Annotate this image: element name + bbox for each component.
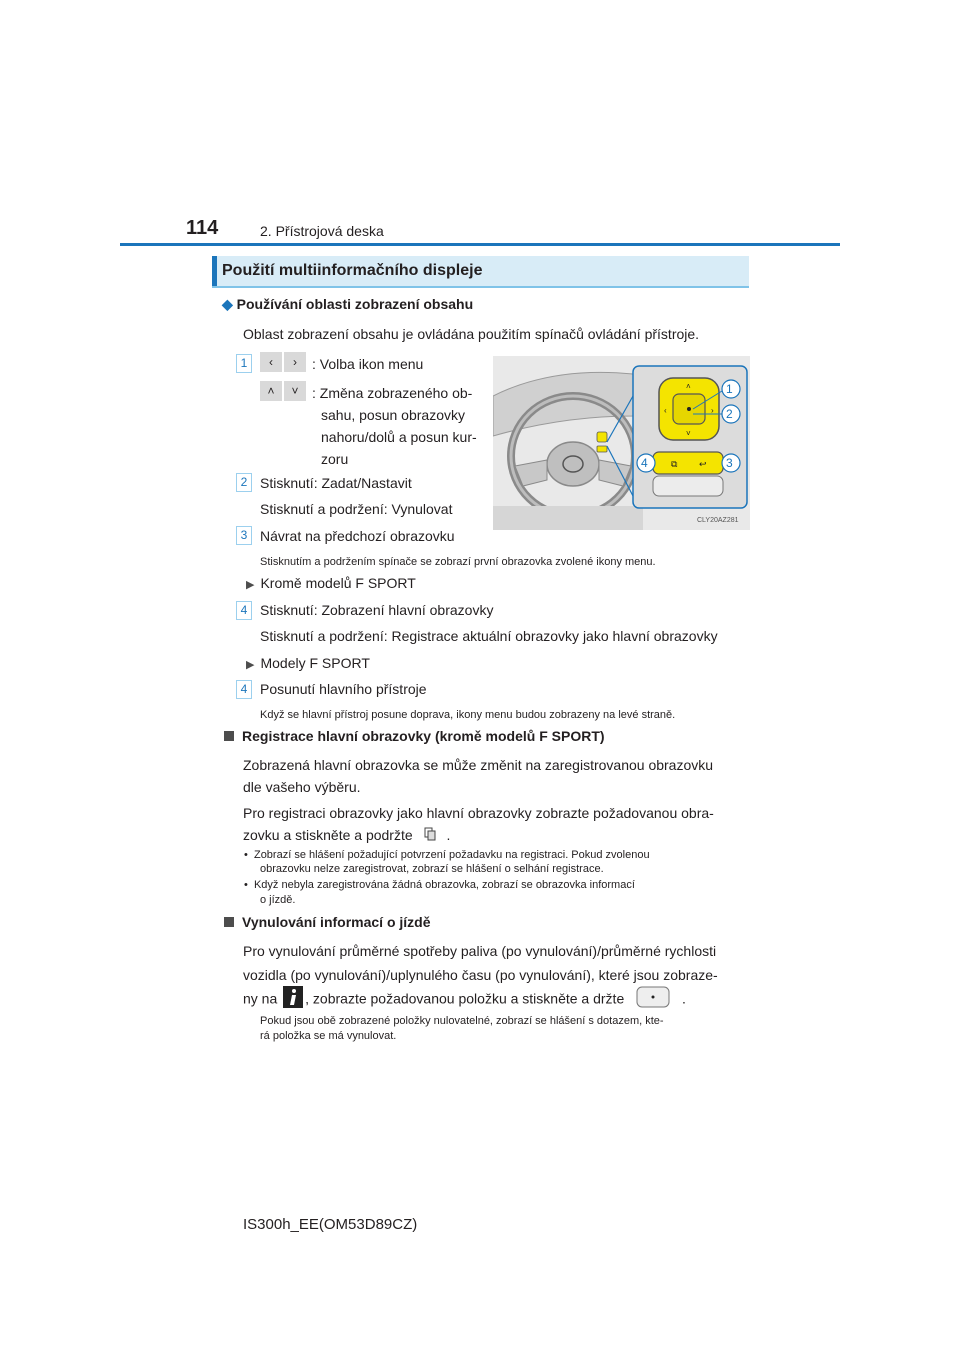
triangle-bullet-icon: ▶ (246, 659, 255, 671)
svg-text:›: › (711, 406, 714, 415)
callout-4: 4 (641, 456, 648, 470)
item3-text: Návrat na předchozí obrazovku (260, 528, 455, 544)
item4b-text: Posunutí hlavního přístroje (260, 681, 427, 697)
note-2: Když se hlavní přístroj posune doprava, ikony menu budou zobrazeny na levé straně. (260, 709, 676, 721)
item1-lr-text: : Volba ikon menu (312, 356, 424, 372)
triangle-bullet-icon: ▶ (246, 579, 255, 591)
svg-text:˅: ˅ (686, 429, 691, 438)
callout-3: 3 (726, 456, 733, 470)
steering-wheel-illustration (493, 356, 750, 530)
svg-text:↩: ↩ (699, 459, 707, 469)
registration-p1b: dle vašeho výběru. (243, 779, 361, 795)
square-bullet-icon (224, 731, 234, 741)
callout-2: 2 (726, 407, 733, 421)
item-number-3: 3 (236, 526, 252, 545)
page-number: 114 (186, 217, 219, 239)
square-bullet-icon (224, 917, 234, 927)
item2-text-a: Stisknutí: Zadat/Nastavit (260, 475, 412, 491)
section-title: Použití multiinformačního displeje (222, 262, 483, 279)
callout-1: 1 (726, 382, 733, 396)
registration-p2a: Pro registraci obrazovky jako hlavní obrazovky zobrazte požadovanou obra- (243, 805, 714, 821)
down-arrow-icon: ˅ (284, 381, 306, 401)
svg-text:⧉: ⧉ (671, 459, 678, 469)
item-number-2: 2 (236, 473, 252, 492)
steering-wheel-figure (493, 356, 750, 530)
registration-bullet-1a: • Zobrazí se hlášení požadující potvrzení požadavku na registraci. Pokud zvolenou (244, 849, 650, 861)
svg-text:˄: ˄ (686, 382, 691, 391)
registration-p1a: Zobrazená hlavní obrazovka se může změnit na zaregistrovanou obrazovku (243, 757, 714, 773)
info-icon (283, 986, 303, 1014)
registration-heading: Registrace hlavní obrazovky (kromě modelů F SPORT) (224, 728, 605, 744)
item1-ud-text-b: sahu, posun obrazovky (321, 407, 465, 423)
header-rule (120, 243, 840, 246)
figure-code: CLY20AZ281 (697, 517, 739, 524)
right-arrow-icon: › (284, 352, 306, 372)
footer-code: IS300h_EE(OM53D89CZ) (243, 1216, 418, 1233)
item-number-4a: 4 (236, 601, 252, 620)
reset-note-b: rá položka se má vynulovat. (260, 1030, 397, 1042)
reset-heading: Vynulování informací o jízdě (224, 914, 431, 930)
chapter-title: 2. Přístrojová deska (260, 223, 384, 239)
left-right-keys (260, 352, 308, 372)
note-1: Stisknutím a podržením spínače se zobrazí první obrazovka zvolené ikony menu. (260, 556, 656, 568)
item2-text-b: Stisknutí a podržení: Vynulovat (260, 501, 453, 517)
sub-heading-b: ▶ Modely F SPORT (246, 655, 370, 671)
content-area-heading: ◆ Používání oblasti zobrazení obsahu (222, 296, 474, 312)
diamond-bullet-icon: ◆ (222, 296, 233, 312)
reset-p1: Pro vynulování průměrné spotřeby paliva (po vynulování)/průměrné rychlosti (243, 943, 717, 959)
reset-note-a: Pokud jsou obě zobrazené položky nulovatelné, zobrazí se hlášení s dotazem, kte- (260, 1015, 664, 1027)
reset-p2: vozidla (po vynulování)/uplynulého času (po vynulování), které jsou zobraze- (243, 967, 718, 983)
section-rule (212, 286, 749, 288)
svg-text:‹: ‹ (664, 406, 667, 415)
registration-bullet-2a: • Když nebyla zaregistrována žádná obrazovka, zobrazí se obrazovka informací (244, 879, 635, 891)
home-screen-button-icon (423, 825, 437, 847)
left-arrow-icon: ‹ (260, 352, 282, 372)
enter-button-icon (636, 986, 670, 1014)
sub-heading-a: ▶ Kromě modelů F SPORT (246, 575, 416, 591)
registration-p2b: zovku a stiskněte a podržte . (243, 824, 450, 847)
reset-p3: ny na , zobrazte požadovanou položku a stiskněte a držte . (243, 986, 686, 1014)
up-down-keys (260, 381, 308, 401)
item4a-text-a: Stisknutí: Zobrazení hlavní obrazovky (260, 602, 494, 618)
item1-ud-text-a: : Změna zobrazeného ob- (312, 385, 473, 401)
up-arrow-icon: ˄ (260, 381, 282, 401)
registration-bullet-2b: o jízdě. (260, 894, 296, 906)
intro-text: Oblast zobrazení obsahu je ovládána použitím spínačů ovládání přístroje. (243, 326, 700, 342)
item1-ud-text-c: nahoru/dolů a posun kur- (321, 429, 477, 445)
item-number-4b: 4 (236, 680, 252, 699)
item4a-text-b: Stisknutí a podržení: Registrace aktuální obrazovky jako hlavní obrazovky (260, 628, 718, 644)
item-number-1: 1 (236, 354, 252, 373)
registration-bullet-1b: obrazovku nelze zaregistrovat, zobrazí se hlášení o selhání registrace. (260, 863, 604, 875)
item1-ud-text-d: zoru (321, 451, 349, 467)
